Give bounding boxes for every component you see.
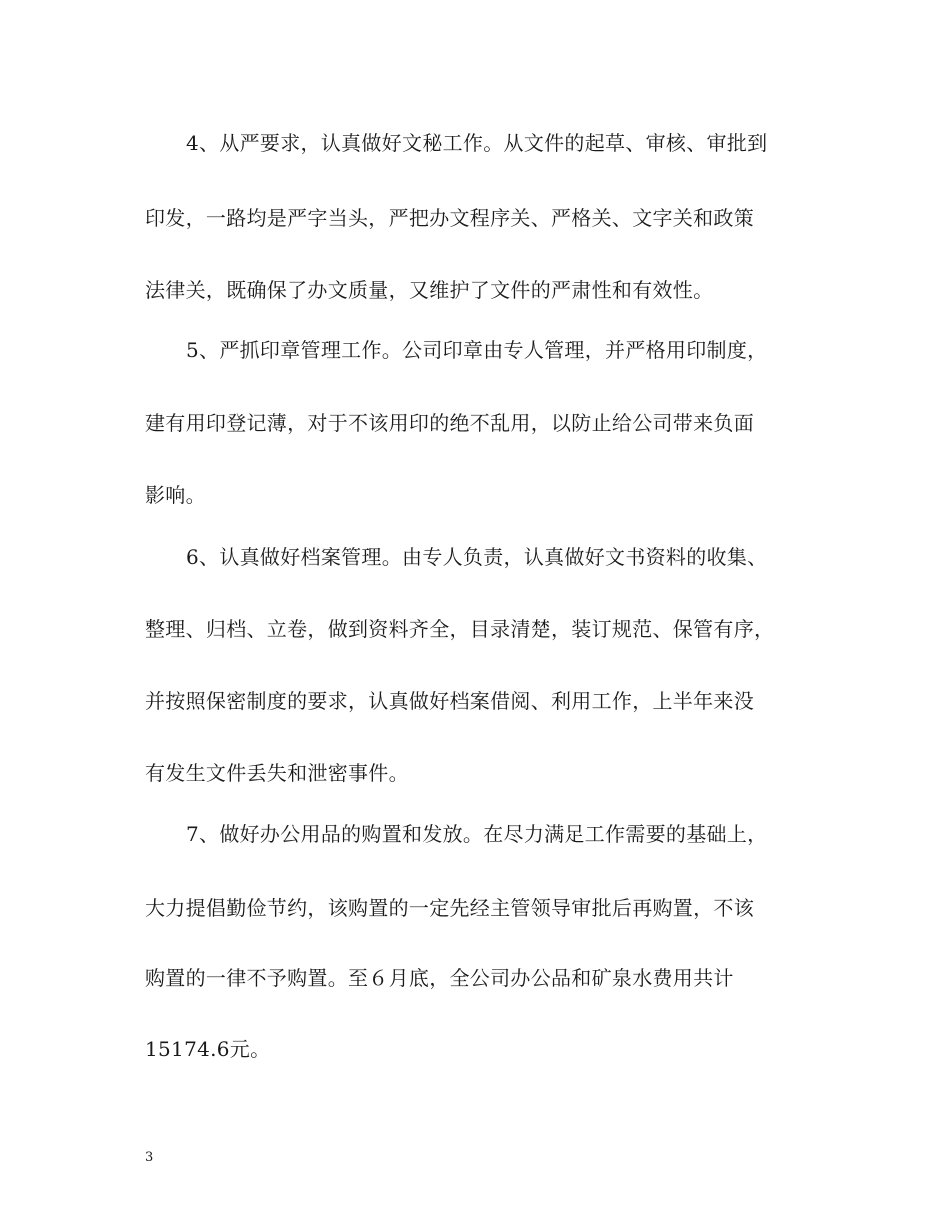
- page-number: 3: [145, 1150, 154, 1165]
- paragraph-5-line-3: 影响。: [145, 483, 206, 507]
- paragraph-5-line-1: 5、严抓印章管理工作。公司印章由专人管理，并严格用印制度，: [186, 338, 768, 362]
- paragraph-6-line-3: 并按照保密制度的要求，认真做好档案借阅、利用工作，上半年来没: [145, 689, 754, 713]
- paragraph-4-line-1: 4、从严要求，认真做好文秘工作。从文件的起草、审核、审批到: [186, 131, 768, 155]
- paragraph-6-line-4: 有发生文件丢失和泄密事件。: [145, 761, 409, 785]
- paragraph-7-line-4: 15174.6元。: [145, 1037, 271, 1061]
- paragraph-4-line-2: 印发，一路均是严字当头，严把办文程序关、严格关、文字关和政策: [145, 206, 754, 230]
- paragraph-5-line-2: 建有用印登记薄，对于不该用印的绝不乱用，以防止给公司带来负面: [145, 411, 754, 435]
- paragraph-6-line-1: 6、认真做好档案管理。由专人负责，认真做好文书资料的收集、: [186, 545, 768, 569]
- paragraph-4-line-3: 法律关，既确保了办文质量，又维护了文件的严肃性和有效性。: [145, 278, 714, 302]
- paragraph-7-line-2: 大力提倡勤俭节约，该购置的一定先经主管领导审批后再购置，不该: [145, 896, 754, 920]
- paragraph-7-line-1: 7、做好办公用品的购置和发放。在尽力满足工作需要的基础上，: [186, 822, 768, 846]
- paragraph-6-line-2: 整理、归档、立卷，做到资料齐全，目录清楚，装订规范、保管有序，: [145, 617, 775, 641]
- paragraph-7-line-3: 购置的一律不予购置。至６月底，全公司办公品和矿泉水费用共计: [145, 966, 734, 990]
